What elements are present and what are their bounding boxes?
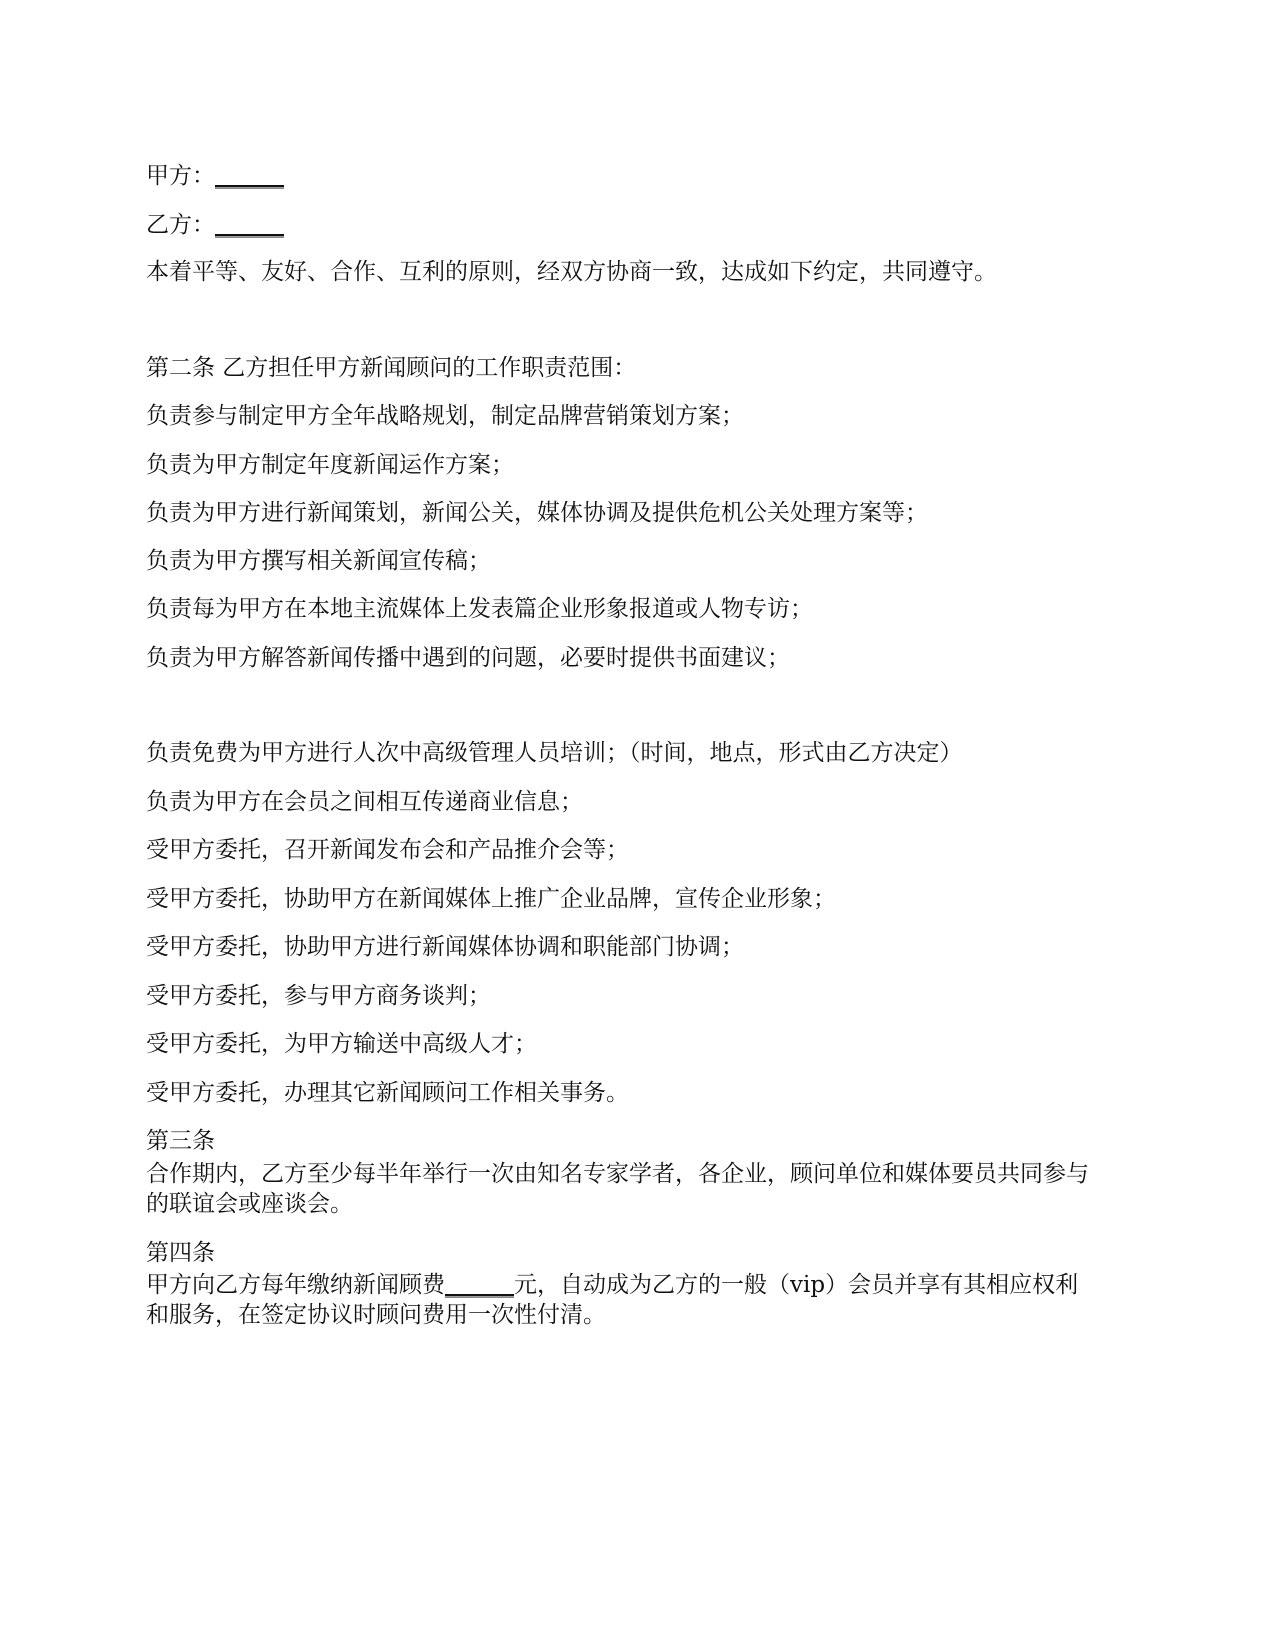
party-a-label: 甲方：: [146, 163, 215, 189]
party-a-blank: ______: [215, 163, 284, 189]
duty-item: 负责免费为甲方进行人次中高级管理人员培训；（时间，地点，形式由乙方决定）: [146, 740, 963, 766]
duty-item: 受甲方委托，为甲方输送中高级人才；: [146, 1031, 537, 1057]
party-b-line: [146, 210, 284, 240]
article-4-body: [146, 1270, 1096, 1330]
duty-item: 受甲方委托，协助甲方在新闻媒体上推广企业品牌，宣传企业形象；: [146, 886, 836, 912]
article-3-title: 第三条: [146, 1128, 215, 1154]
duty-item: 负责为甲方进行新闻策划，新闻公关，媒体协调及提供危机公关处理方案等；: [146, 500, 928, 526]
duty-item: 负责为甲方制定年度新闻运作方案；: [146, 452, 514, 478]
preamble: 本着平等、友好、合作、互利的原则，经双方协商一致，达成如下约定，共同遵守。: [146, 259, 997, 285]
duty-item: 受甲方委托，协助甲方进行新闻媒体协调和职能部门协调；: [146, 934, 744, 960]
duty-item: 负责为甲方在会员之间相互传递商业信息；: [146, 789, 583, 815]
party-b-label: 乙方：: [146, 212, 215, 238]
article-2-title: 第二条 乙方担任甲方新闻顾问的工作职责范围：: [146, 355, 637, 381]
party-b-blank: ______: [215, 212, 284, 238]
duty-item: 负责为甲方撰写相关新闻宣传稿；: [146, 548, 491, 574]
duty-item: 负责参与制定甲方全年战略规划，制定品牌营销策划方案；: [146, 403, 744, 429]
duty-item: 负责为甲方解答新闻传播中遇到的问题，必要时提供书面建议；: [146, 645, 790, 671]
party-a-line: [146, 161, 284, 191]
article-4-text-before: 甲方向乙方每年缴纳新闻顾费: [146, 1272, 445, 1298]
duty-item: 负责每为甲方在本地主流媒体上发表篇企业形象报道或人物专访；: [146, 596, 813, 622]
duty-item: 受甲方委托，办理其它新闻顾问工作相关事务。: [146, 1080, 629, 1106]
fee-blank: ______: [445, 1272, 514, 1298]
duty-item: 受甲方委托，参与甲方商务谈判；: [146, 983, 491, 1009]
article-3-body: 合作期内，乙方至少每半年举行一次由知名专家学者，各企业，顾问单位和媒体要员共同参与的联谊会或座谈会。: [146, 1161, 1089, 1217]
article-4-title: 第四条: [146, 1240, 215, 1266]
article-4-text-after: 元，自动成为乙方的一般（vip）会员并享有其相应权利和服务，在签定协议时顾问费用一次性付清。: [146, 1272, 1079, 1328]
duty-item: 受甲方委托，召开新闻发布会和产品推介会等；: [146, 837, 629, 863]
